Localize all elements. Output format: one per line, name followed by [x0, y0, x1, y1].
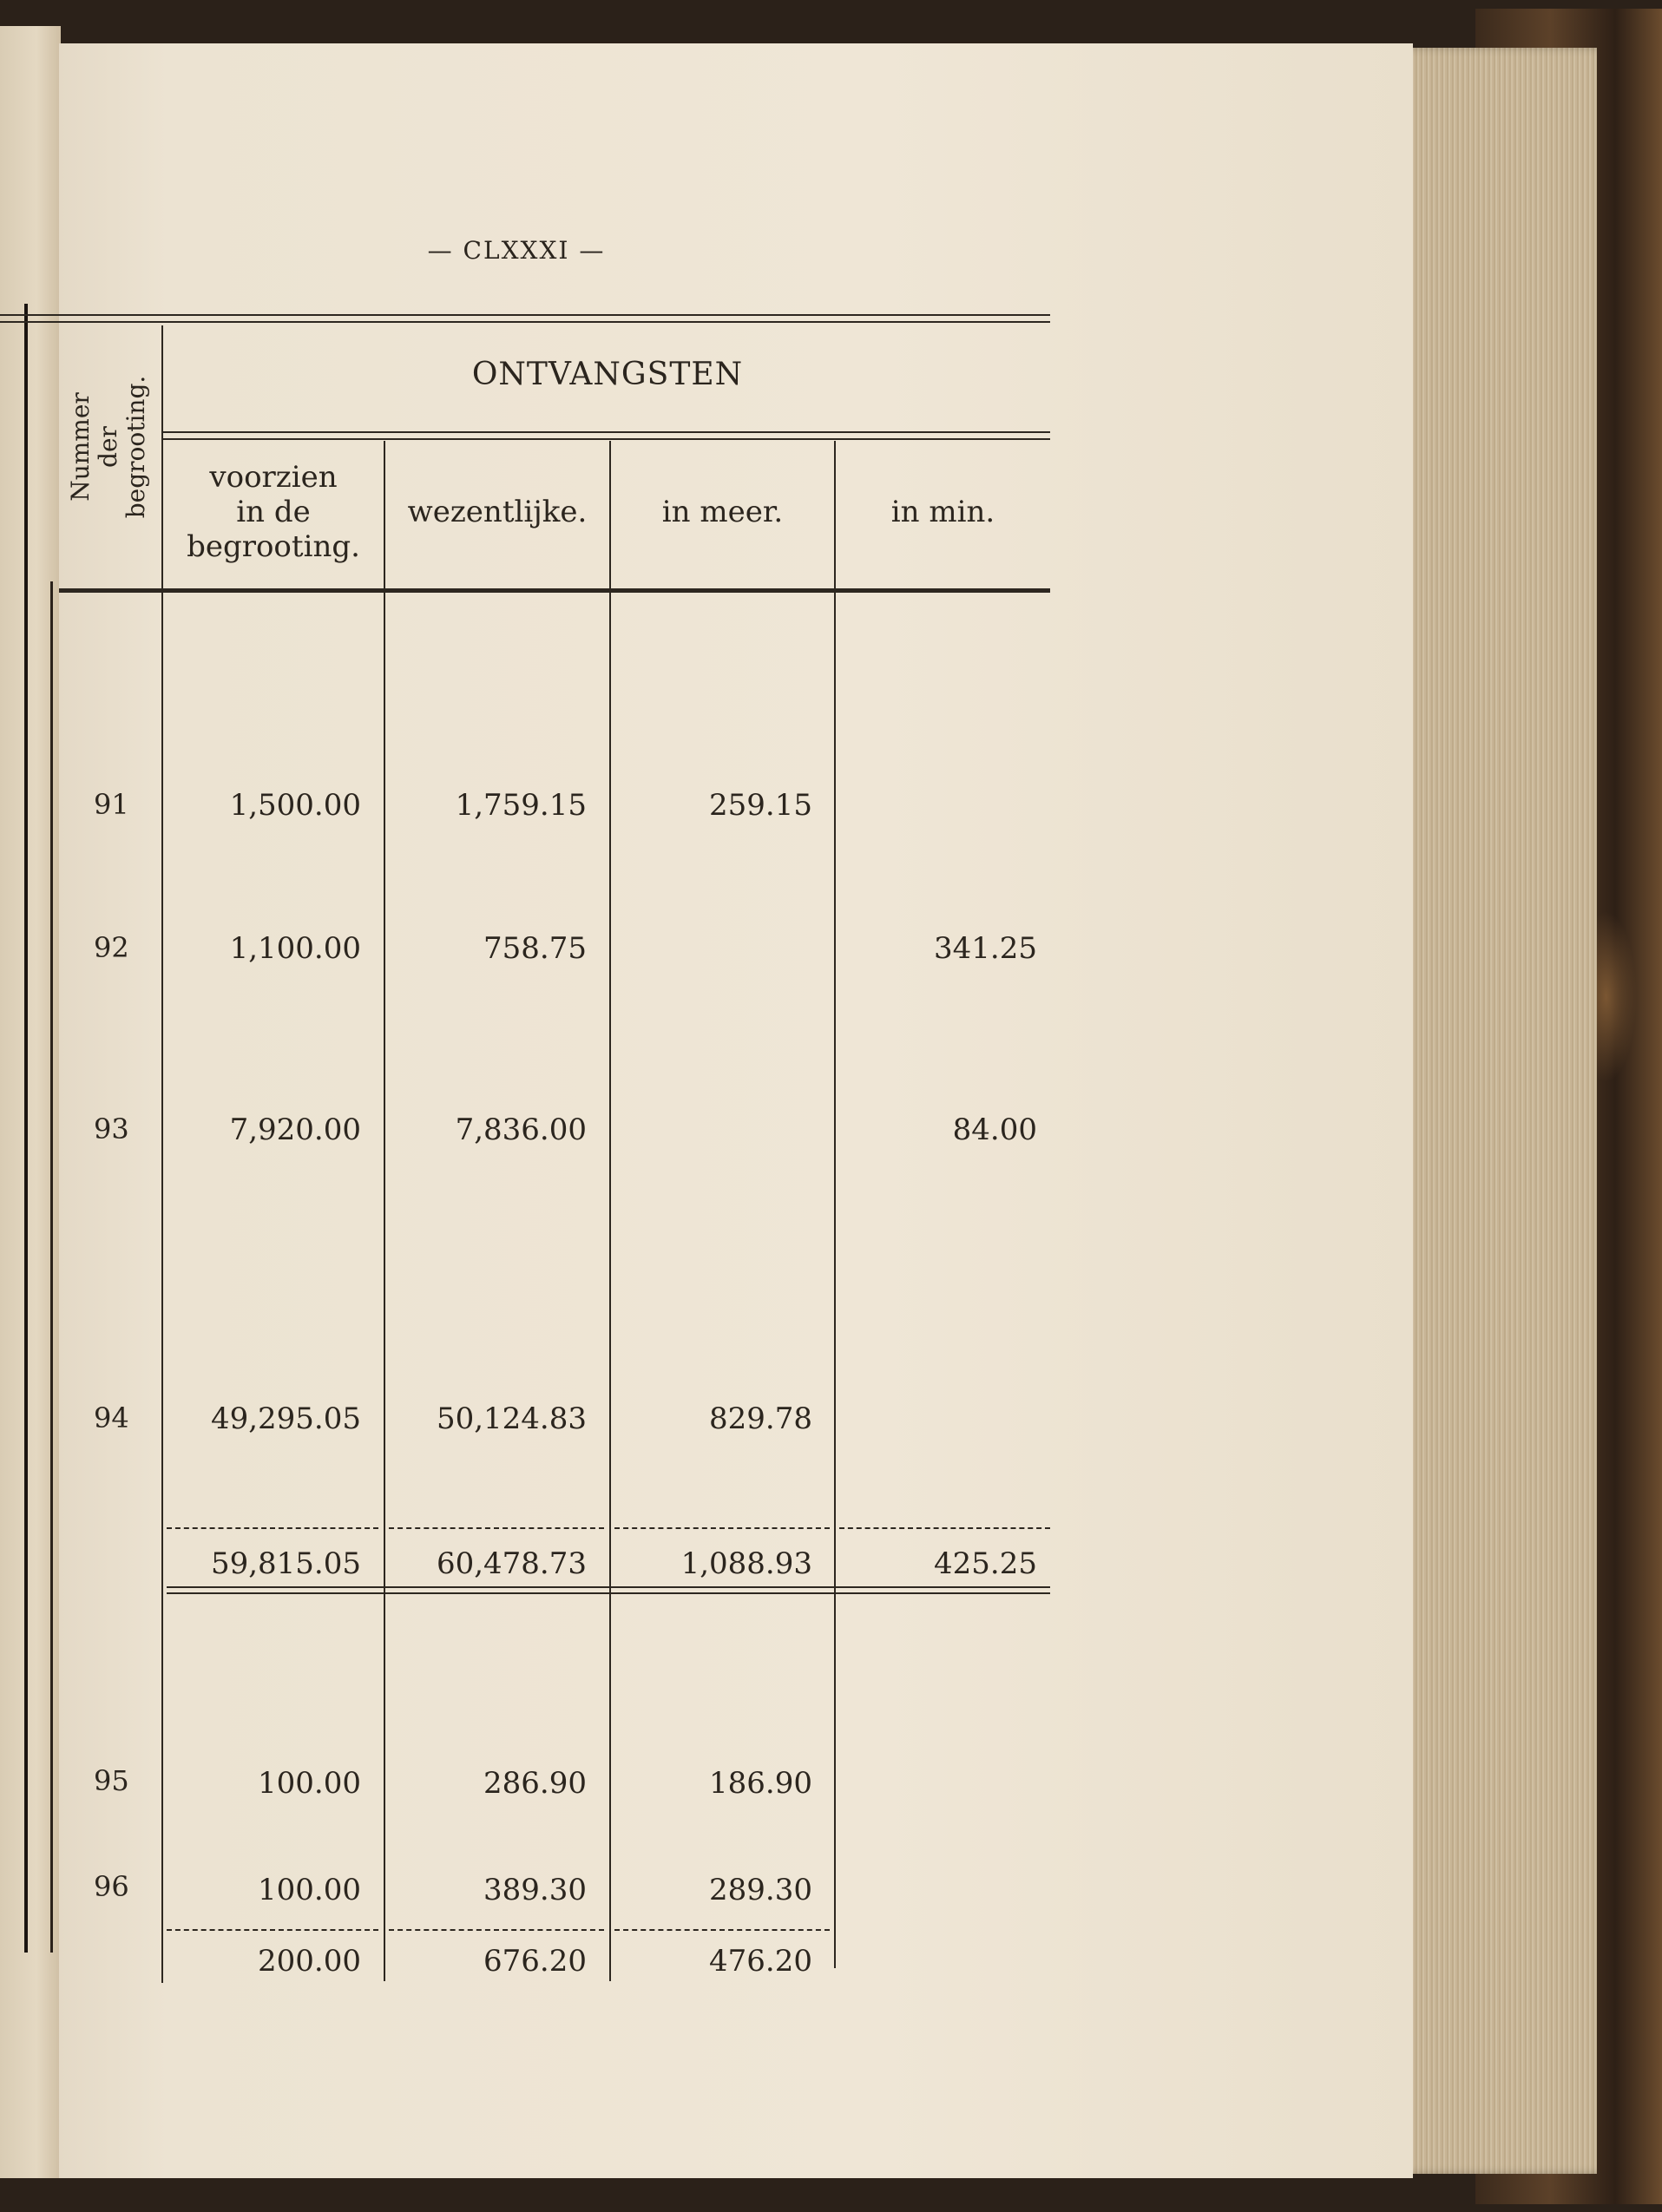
subtotal1-rule-voorzien: [167, 1527, 378, 1529]
row-nr-95: 95: [94, 1764, 129, 1797]
row-nr-96: 96: [94, 1870, 129, 1903]
col-header-voorzien-line2: in de: [236, 495, 311, 529]
subtotal1-in-meer: 1,088.93: [680, 1546, 812, 1581]
col-rule-3: [609, 441, 611, 1981]
row-nr-92: 92: [94, 931, 129, 964]
group-header-ontvangsten: ONTVANGSTEN: [471, 357, 744, 392]
cell-96-wezenlijke: 389.30: [483, 1873, 587, 1907]
subtotal1-voorzien: 59,815.05: [210, 1546, 361, 1581]
cell-95-wezenlijke: 286.90: [483, 1766, 587, 1801]
col-header-voorzien-line3: begrooting.: [187, 529, 360, 564]
col-header-in-min: in min.: [890, 495, 995, 529]
subtotal1-in-min: 425.25: [934, 1546, 1037, 1581]
row-nr-91: 91: [94, 788, 129, 821]
subtotal1-rule-in-meer: [614, 1527, 830, 1529]
row-nr-94: 94: [94, 1401, 129, 1434]
col-header-voorzien-line1: voorzien: [209, 460, 338, 495]
col-header-voorzien: [163, 460, 384, 564]
row-header-line1: Nummer: [66, 392, 95, 502]
row-nr-93: 93: [94, 1113, 129, 1145]
cell-92-in-min: 341.25: [934, 931, 1037, 966]
previous-page-rule: [24, 304, 28, 1953]
subtotal1-double-rule-a: [167, 1586, 1050, 1588]
cell-93-in-min: 84.00: [952, 1113, 1037, 1147]
subtotal2-rule-wezenlijke: [389, 1929, 604, 1931]
cell-94-voorzien: 49,295.05: [210, 1401, 361, 1436]
cell-91-wezenlijke: 1,759.15: [455, 788, 587, 823]
group-header-rule: [163, 431, 1050, 433]
subtotal2-voorzien: 200.00: [258, 1944, 361, 1979]
cell-92-voorzien: 1,100.00: [229, 931, 361, 966]
cell-95-in-meer: 186.90: [709, 1766, 812, 1801]
cell-91-voorzien: 1,500.00: [229, 788, 361, 823]
subtotal2-rule-in-meer: [614, 1929, 830, 1931]
row-header-line3: begrooting.: [122, 375, 150, 519]
cell-96-voorzien: 100.00: [258, 1873, 361, 1907]
col-header-in-meer: in meer.: [661, 495, 784, 529]
subtotal2-wezenlijke: 676.20: [483, 1944, 587, 1979]
subtotal1-wezenlijke: 60,478.73: [436, 1546, 587, 1581]
row-header-rotated: [52, 343, 165, 551]
table-top-rule: [0, 314, 1050, 316]
cell-94-wezenlijke: 50,124.83: [436, 1401, 587, 1436]
page-block-edges: [1389, 48, 1597, 2174]
table-top-rule-2: [0, 321, 1050, 323]
header-bottom-rule: [59, 588, 1050, 593]
col-header-wezenlijke: wezentlijke.: [407, 495, 588, 529]
cell-91-in-meer: 259.15: [709, 788, 812, 823]
cell-93-voorzien: 7,920.00: [229, 1113, 361, 1147]
cell-96-in-meer: 289.30: [709, 1873, 812, 1907]
cell-93-wezenlijke: 7,836.00: [455, 1113, 587, 1147]
previous-page-rule-2: [50, 581, 53, 1953]
group-header-rule-2: [163, 438, 1050, 440]
cell-95-voorzien: 100.00: [258, 1766, 361, 1801]
cell-92-wezenlijke: 758.75: [483, 931, 587, 966]
subtotal1-rule-in-min: [839, 1527, 1050, 1529]
subtotal1-rule-wezenlijke: [389, 1527, 604, 1529]
subtotal1-double-rule-b: [167, 1592, 1050, 1594]
subtotal2-rule-voorzien: [167, 1929, 378, 1931]
col-rule-2: [384, 441, 385, 1981]
row-header-line2: der: [94, 426, 122, 468]
subtotal2-in-meer: 476.20: [709, 1944, 812, 1979]
col-rule-1: [161, 325, 163, 1983]
page-number: — CLXXXI —: [427, 236, 606, 265]
col-rule-4: [834, 441, 836, 1968]
cell-94-in-meer: 829.78: [709, 1401, 812, 1436]
